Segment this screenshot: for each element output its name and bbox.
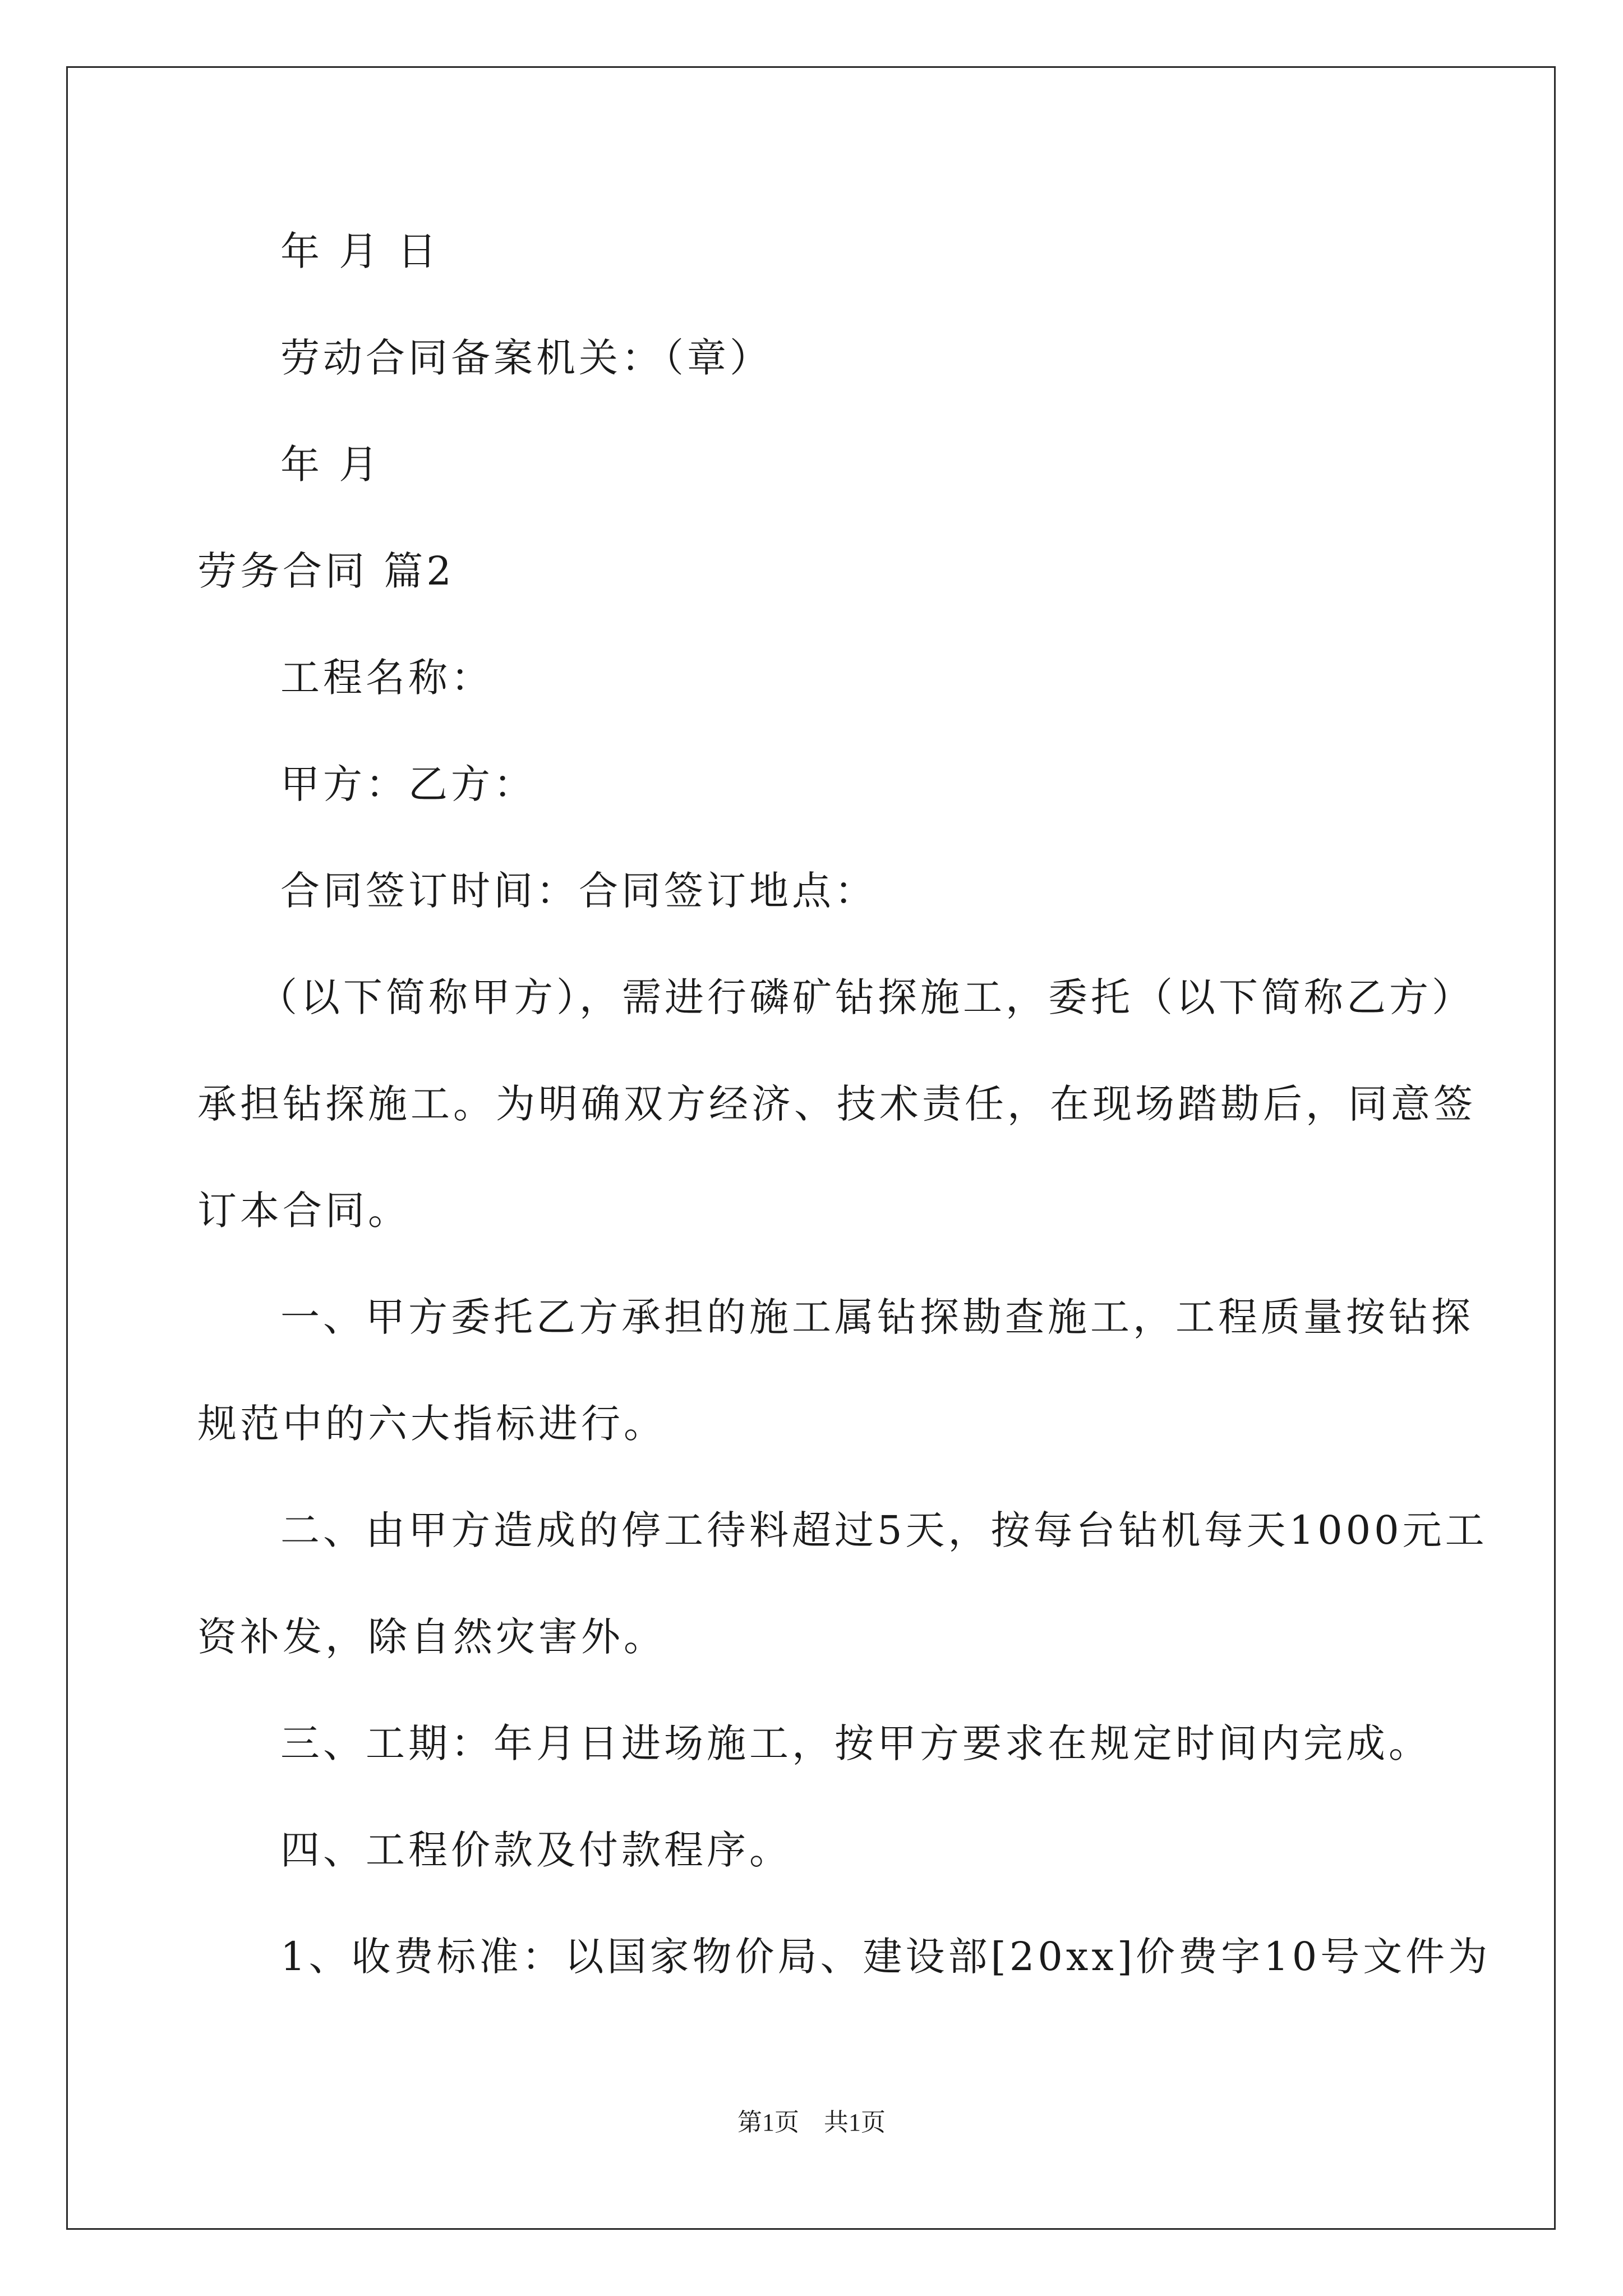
clause-2-line: 资补发，除自然灾害外。 xyxy=(197,1614,666,1660)
clause-4-line: 四、工程价款及付款程序。 xyxy=(280,1827,792,1873)
filing-authority-line: 劳动合同备案机关：（章） xyxy=(280,335,772,381)
section-heading: 劳务合同 篇2 xyxy=(197,548,455,594)
parties-line: 甲方：乙方： xyxy=(280,761,536,807)
paragraph-line: 订本合同。 xyxy=(197,1188,411,1234)
paragraph-line: （以下简称甲方），需进行磷矿钻探施工，委托（以下简称乙方） xyxy=(258,974,1474,1020)
page-border xyxy=(66,66,1556,2230)
clause-1-line: 规范中的六大指标进行。 xyxy=(197,1401,666,1447)
signing-info-line: 合同签订时间：合同签订地点： xyxy=(280,868,877,914)
clause-2-line: 二、由甲方造成的停工待料超过5天，按每台钻机每天1000元工 xyxy=(280,1507,1488,1553)
date-line-2: 年 月 xyxy=(280,441,382,487)
date-line: 年 月 日 xyxy=(280,228,440,274)
paragraph-line: 承担钻探施工。为明确双方经济、技术责任，在现场踏勘后，同意签 xyxy=(197,1081,1476,1127)
project-name-line: 工程名称： xyxy=(280,655,494,701)
page-number-footer: 第1页 共1页 xyxy=(737,2109,886,2136)
fee-standard-line: 1、收费标准：以国家物价局、建设部[20xx]价费字10号文件为 xyxy=(280,1934,1491,1980)
clause-1-line: 一、甲方委托乙方承担的施工属钻探勘查施工，工程质量按钻探 xyxy=(280,1294,1474,1340)
clause-3-line: 三、工期：年月日进场施工，按甲方要求在规定时间内完成。 xyxy=(280,1720,1431,1766)
